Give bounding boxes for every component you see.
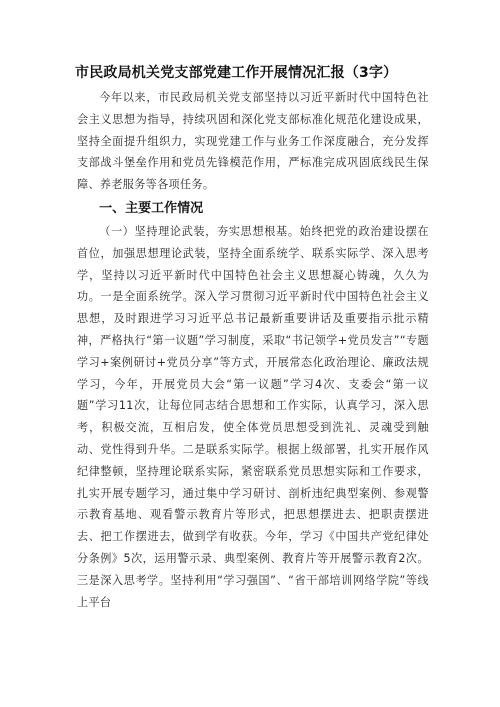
document-title: 市民政局机关党支部党建工作开展情况汇报（3字） [75, 65, 398, 81]
section-paragraph: （一）坚持理论武装，夯实思想根基。始终把党的政治建设摆在首位，加强思想理论武装，坚持全面系统学、联系实际学、深入思考学，坚持以习近平新时代中国特色社会主义思想凝心铸魂，久久为功。一是全面系统学。深入学习贯彻习近平新时代中国特色社会主义思想，及时跟进学习习近平总书记最新重要讲话及重要指示批示精神，严格执行“第一议题”学习制度，采取“书记领学+党员发言”“专题学习+案例研讨+党员分享”等方式，开展常态化政治理论、廉政法规学习，今年，开展党员大会“第一议题”学习4次、支委会“第一议题”学习11次，让每位同志结合思想和工作实际，认真学习，深入思考，积极交流，互相启发，使全体党员思想受到洗礼、灵魂受到触动、党性得到升华。二是联系实际学。根据上级部署，扎实开展作风纪律整顿，坚持理论联系实际，紧密联系党员思想实际和工作要求，扎实开展专题学习，通过集中学习研讨、剖析违纪典型案例、参观警示教育基地、观看警示教育片等形式，把思想摆进去、把职责摆进去、把工作摆进去，做到学有收获。今年，学习《中国共产党纪律处分条例》5次，运用警示录、典型案例、教育片等开展警示教育2次。三是深入思考学。坚持利用“学习强国”、“省干部培训网络学院”等线上平台 [77, 224, 429, 609]
section-heading: 一、主要工作情况 [99, 200, 204, 216]
document-body [77, 87, 429, 613]
intro-paragraph: 今年以来，市民政局机关党支部坚持以习近平新时代中国特色社会主义思想为指导，持续巩固和深化党支部标准化规范化建设成果，坚持全面提升组织力，实现党建工作与业务工作深度融合，充分发挥支部战斗堡垒作用和党员先锋模范作用，严标准完成巩固底线民生保障、养老服务等各项任务。 [77, 91, 429, 192]
